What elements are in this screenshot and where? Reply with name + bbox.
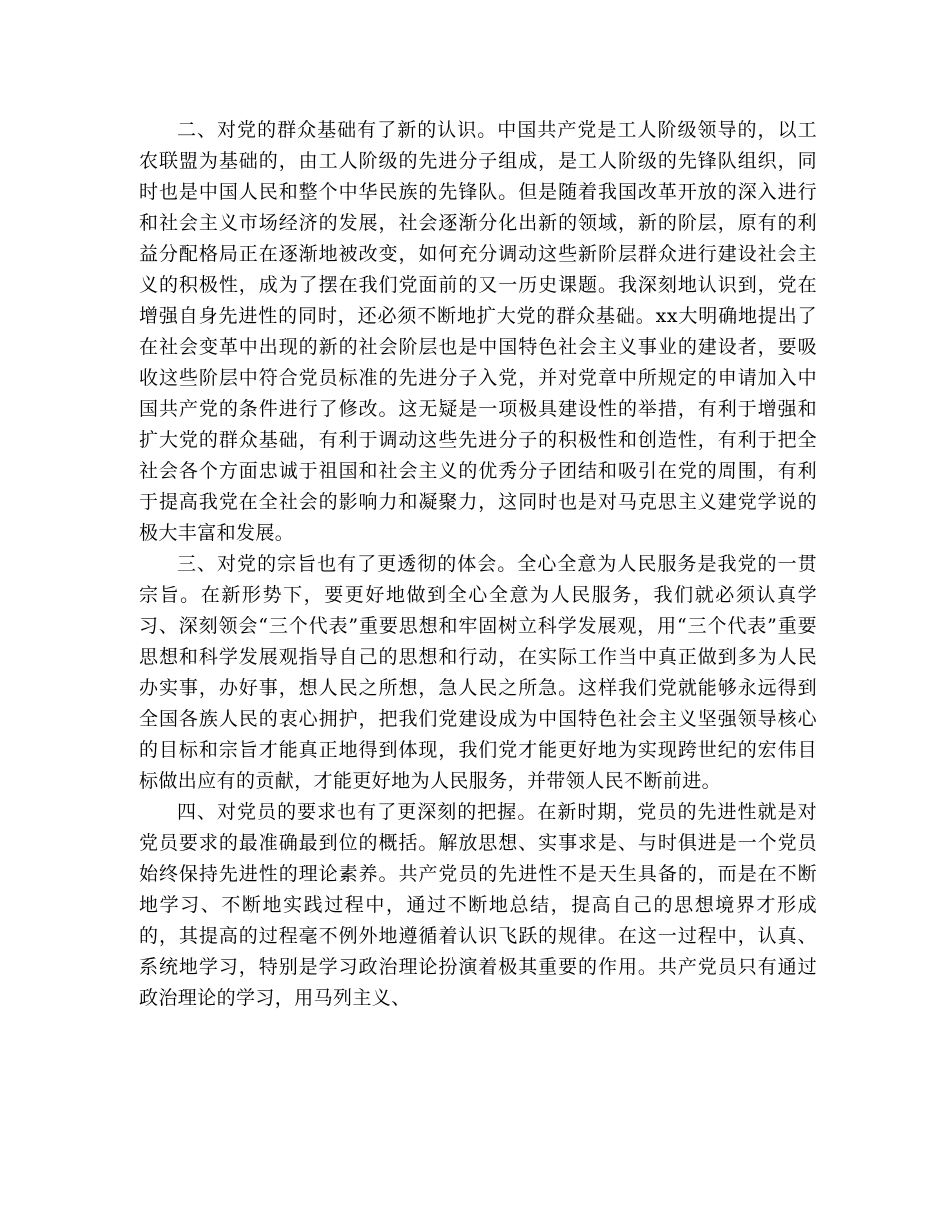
paragraph-member-requirements: 四、对党员的要求也有了更深刻的把握。在新时期，党员的先进性就是对党员要求的最准确最到位的概括。解放思想、实事求是、与时俱进是一个党员始终保持先进性的理论素养。共产党员的先进性不是天生具备的，而是在不断地学习、不断地实践过程中，通过不断地总结，提高自己的思想境界才形成的，其提高的过程毫不例外地遵循着认识飞跃的规律。在这一过程中，认真、系统地学习，特别是学习政治理论扮演着极其重要的作用。共产党员只有通过政治理论的学习，用马列主义、 xyxy=(139,801,817,1009)
paragraph-party-purpose: 三、对党的宗旨也有了更透彻的体会。全心全意为人民服务是我党的一贯宗旨。在新形势下，要更好地做到全心全意为人民服务，我们就必须认真学习、深刻领会“三个代表”重要思想和牢固树立科学发展观，用“三个代表”重要思想和科学发展观指导自己的思想和行动，在实际工作当中真正做到多为人民办实事，办好事，想人民之所想，急人民之所急。这样我们党就能够永远得到全国各族人民的衷心拥护，把我们党建设成为中国特色社会主义坚强领导核心的目标和宗旨才能真正地得到体现，我们党才能更好地为实现跨世纪的宏伟目标做出应有的贡献，才能更好地为人民服务，并带领人民不断前进。 xyxy=(139,553,817,792)
paragraph-party-mass-base: 二、对党的群众基础有了新的认识。中国共产党是工人阶级领导的，以工农联盟为基础的，由工人阶级的先进分子组成，是工人阶级的先锋队组织，同时也是中国人民和整个中华民族的先锋队。但是随着我国改革开放的深入进行和社会主义市场经济的发展，社会逐渐分化出新的领域，新的阶层，原有的利益分配格局正在逐渐地被改变，如何充分调动这些新阶层群众进行建设社会主义的积极性，成为了摆在我们党面前的又一历史课题。我深刻地认识到，党在增强自身先进性的同时，还必须不断地扩大党的群众基础。xx大明确地提出了在社会变革中出现的新的社会阶层也是中国特色社会主义事业的建设者，要吸收这些阶层中符合党员标准的先进分子入党，并对党章中所规定的申请加入中国共产党的条件进行了修改。这无疑是一项极具建设性的举措，有利于增强和扩大党的群众基础，有利于调动这些先进分子的积极性和创造性，有利于把全社会各个方面忠诚于祖国和社会主义的优秀分子团结和吸引在党的周围，有利于提高我党在全社会的影响力和凝聚力，这同时也是对马克思主义建党学说的极大丰富和发展。 xyxy=(139,119,817,544)
document-body xyxy=(139,115,817,1014)
